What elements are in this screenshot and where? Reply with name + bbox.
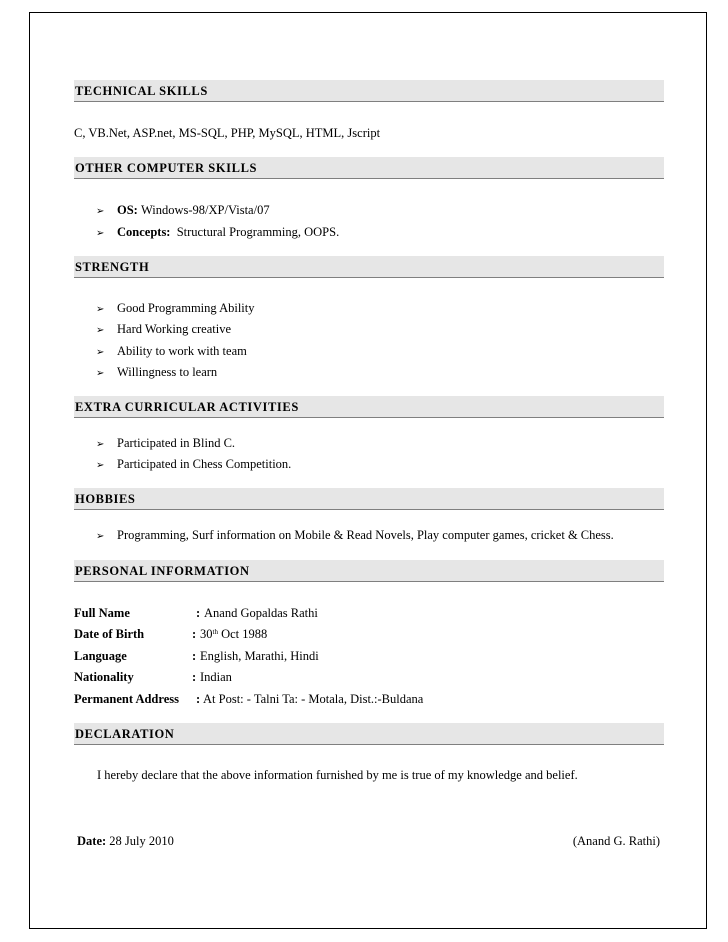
list-item bbox=[96, 322, 231, 337]
date-value: 28 July 2010 bbox=[109, 834, 174, 848]
date-label: Date: bbox=[77, 834, 107, 848]
activity-item: Participated in Blind C. bbox=[117, 436, 236, 450]
list-item bbox=[96, 436, 235, 451]
section-header-hobbies: HOBBIES bbox=[74, 488, 664, 510]
section-header-personal-information: PERSONAL INFORMATION bbox=[74, 560, 664, 582]
arrow-bullet-icon: ➢ bbox=[96, 228, 105, 239]
dob-rest: Oct 1988 bbox=[217, 627, 268, 641]
arrow-bullet-icon: ➢ bbox=[96, 439, 105, 450]
os-value: Windows-98/XP/Vista/07 bbox=[140, 203, 270, 217]
list-item-concepts bbox=[96, 225, 339, 240]
language-label: Language bbox=[74, 649, 127, 663]
declaration-text: I hereby declare that the above information furnished by me is true of my knowledge and belief. bbox=[97, 768, 578, 782]
nationality-value: Indian bbox=[200, 670, 232, 684]
strength-item: Good Programming Ability bbox=[117, 301, 255, 315]
separator: : bbox=[192, 627, 197, 641]
list-item bbox=[96, 457, 291, 472]
separator: : bbox=[196, 606, 201, 620]
concepts-label: Concepts: bbox=[117, 225, 171, 239]
activity-item: Participated in Chess Competition. bbox=[117, 457, 292, 471]
concepts-value: Structural Programming, OOPS. bbox=[176, 225, 340, 239]
arrow-bullet-icon: ➢ bbox=[96, 368, 105, 379]
dob-day-suffix: th bbox=[212, 628, 218, 636]
full-name-value: Anand Gopaldas Rathi bbox=[204, 606, 318, 620]
address-value: At Post: - Talni Ta: - Motala, Dist.:-Buldana bbox=[203, 692, 424, 706]
hobby-item: Programming, Surf information on Mobile & Read Novels, Play computer games, cricket & Chess. bbox=[117, 528, 614, 542]
list-item bbox=[96, 301, 255, 316]
section-header-extra-curricular: EXTRA CURRICULAR ACTIVITIES bbox=[74, 396, 664, 418]
date-line bbox=[77, 834, 174, 849]
strength-item: Hard Working creative bbox=[117, 322, 231, 336]
separator: : bbox=[196, 692, 201, 706]
os-label: OS: bbox=[117, 203, 138, 217]
separator: : bbox=[192, 670, 197, 684]
arrow-bullet-icon: ➢ bbox=[96, 325, 105, 336]
section-header-strength: STRENGTH bbox=[74, 256, 664, 278]
section-header-other-computer-skills: OTHER COMPUTER SKILLS bbox=[74, 157, 664, 179]
separator: : bbox=[192, 649, 197, 663]
full-name-label: Full Name bbox=[74, 606, 130, 620]
arrow-bullet-icon: ➢ bbox=[96, 531, 105, 542]
technical-skills-text: C, VB.Net, ASP.net, MS-SQL, PHP, MySQL, HTML, Jscript bbox=[74, 126, 381, 140]
arrow-bullet-icon: ➢ bbox=[96, 460, 105, 471]
arrow-bullet-icon: ➢ bbox=[96, 347, 105, 358]
nationality-label: Nationality bbox=[74, 670, 134, 684]
dob-label: Date of Birth bbox=[74, 627, 145, 641]
list-item bbox=[96, 365, 217, 380]
list-item bbox=[96, 344, 247, 359]
arrow-bullet-icon: ➢ bbox=[96, 304, 105, 315]
section-header-technical-skills: TECHNICAL SKILLS bbox=[74, 80, 664, 102]
dob-value bbox=[200, 627, 267, 642]
arrow-bullet-icon: ➢ bbox=[96, 206, 105, 217]
list-item-os bbox=[96, 203, 270, 218]
signature: (Anand G. Rathi) bbox=[572, 834, 660, 848]
dob-day: 30 bbox=[200, 627, 213, 641]
language-value: English, Marathi, Hindi bbox=[200, 649, 319, 663]
strength-item: Willingness to learn bbox=[117, 365, 218, 379]
strength-item: Ability to work with team bbox=[117, 344, 247, 358]
section-header-declaration: DECLARATION bbox=[74, 723, 664, 745]
address-label: Permanent Address bbox=[74, 692, 179, 706]
list-item bbox=[96, 528, 614, 543]
